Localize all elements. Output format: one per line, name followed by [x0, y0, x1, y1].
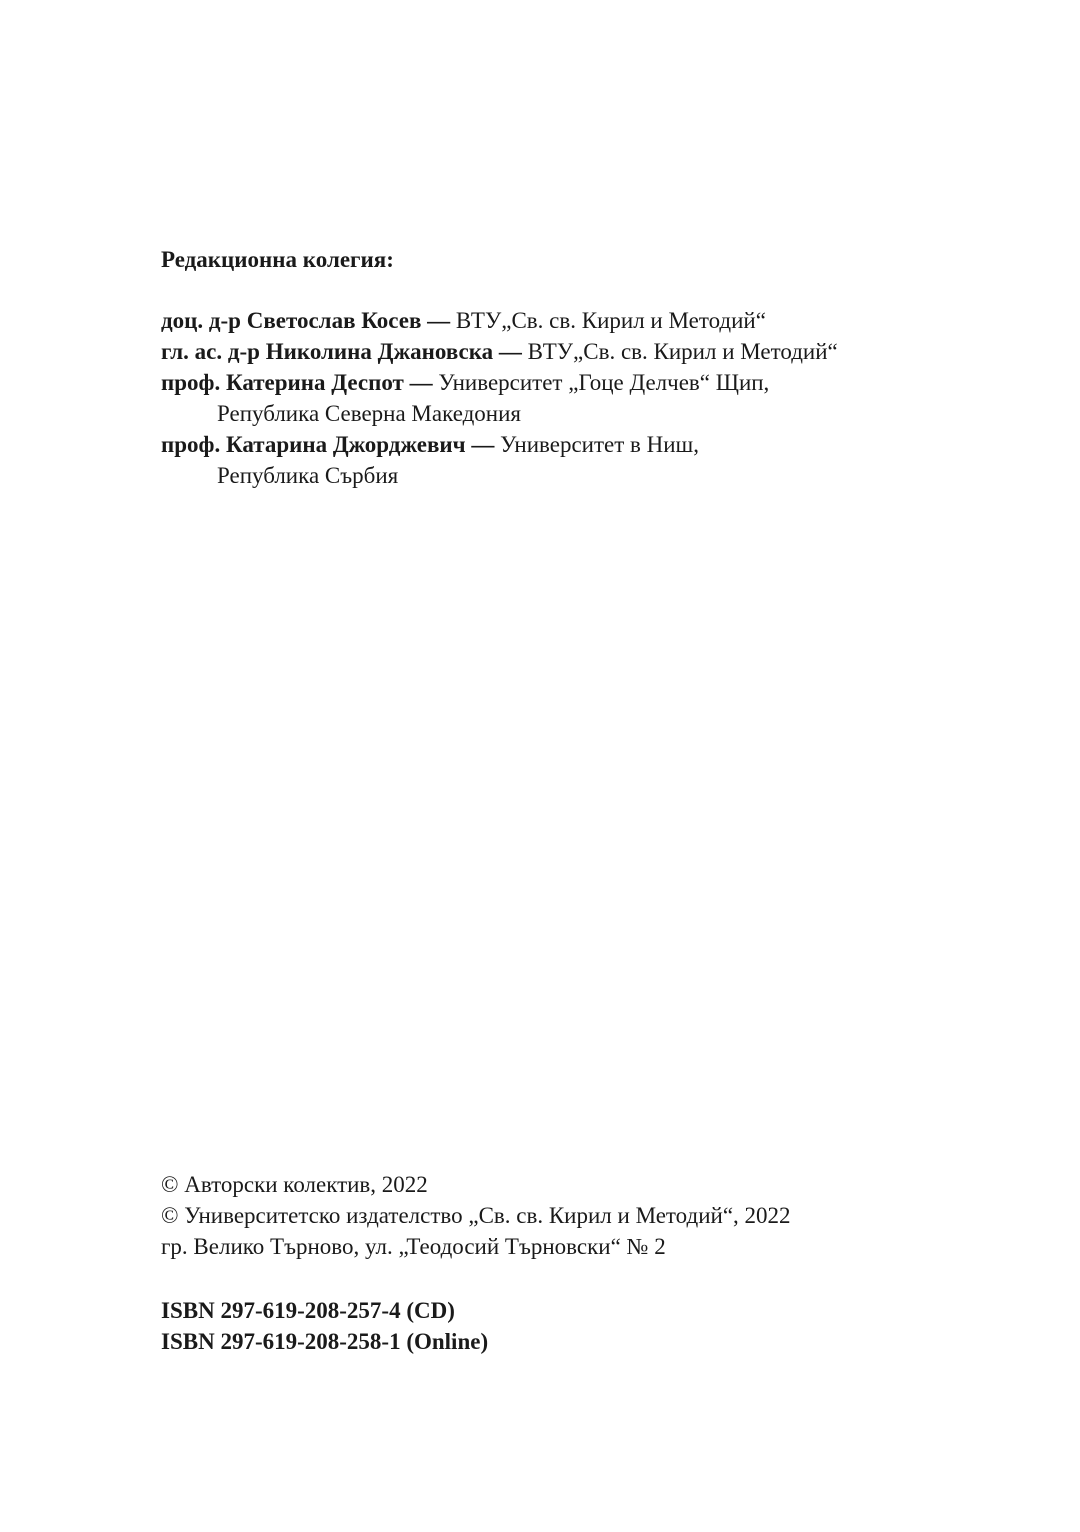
member-separator: — [465, 432, 501, 457]
member-name: проф. Катарина Джорджевич [161, 432, 466, 457]
member-separator: — [493, 339, 528, 364]
member-affiliation: Университет „Гоце Делчев“ Щип, [438, 370, 770, 395]
member-separator: — [403, 370, 439, 395]
board-member [161, 336, 1001, 367]
copyright-authors: © Авторски колектив, 2022 [161, 1172, 428, 1197]
isbn-online: ISBN 297-619-208-258-1 (Online) [161, 1329, 489, 1354]
member-affiliation-continuation: Република Сърбия [217, 463, 399, 488]
isbn-cd: ISBN 297-619-208-257-4 (CD) [161, 1298, 455, 1323]
isbn-block [161, 1295, 1001, 1357]
member-affiliation: ВТУ„Св. св. Кирил и Методий“ [527, 339, 838, 364]
copyright-block [161, 1169, 1001, 1262]
member-affiliation-continuation: Република Северна Македония [217, 401, 521, 426]
member-name: гл. ас. д-р Николина Джановска [161, 339, 494, 364]
member-affiliation: Университет в Ниш, [500, 432, 700, 457]
member-name: доц. д-р Светослав Косев [161, 308, 422, 333]
board-member [161, 305, 1001, 336]
board-member [161, 429, 1001, 460]
member-separator: — [421, 308, 456, 333]
copyright-publisher: © Университетско издателство „Св. св. Кирил и Методий“, 2022 [161, 1203, 791, 1228]
member-affiliation: ВТУ„Св. св. Кирил и Методий“ [455, 308, 766, 333]
editorial-board-heading: Редакционна колегия: [161, 247, 394, 272]
member-name: проф. Катерина Деспот [161, 370, 404, 395]
publisher-address: гр. Велико Търново, ул. „Теодосий Търновски“ № 2 [161, 1234, 666, 1259]
editorial-board-list [161, 305, 1001, 491]
board-member [161, 367, 1001, 398]
